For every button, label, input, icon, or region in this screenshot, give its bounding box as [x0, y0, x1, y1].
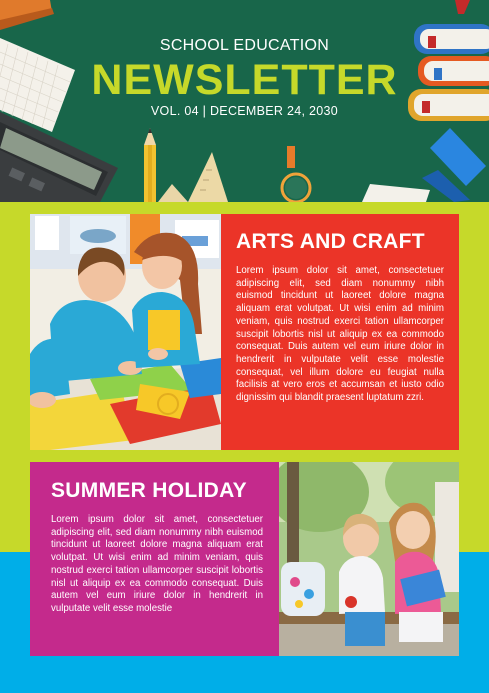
calculator-icon — [0, 112, 118, 202]
newsletter-title: NEWSLETTER — [91, 56, 398, 104]
newsletter-kicker: SCHOOL EDUCATION — [159, 37, 330, 54]
summer-photo — [279, 462, 459, 656]
pencil-icon — [144, 128, 156, 202]
book-corner-icon — [0, 0, 54, 30]
marker-icon — [422, 128, 486, 202]
summer-article-body: Lorem ipsum dolor sit amet, consectetuer adipiscing elit, sed diam nonummy nibh euismod tincidunt ut laoreet dolore magna aliquam erat volutpat. Ut wisi enim ad minim veniam, quis nostrud exerci tation ullamcorper suscipit lobortis nisl ut aliquip ex ea commodo consequat. Duis autem vel eum iriure dolor in hendrerit in vulputate velit esse molestie — [51, 514, 263, 614]
newsletter-header — [0, 0, 489, 202]
magnifier-icon — [282, 146, 310, 202]
ruler-icon — [158, 152, 228, 202]
summer-article-title: SUMMER HOLIDAY — [51, 479, 247, 502]
paper-icon — [362, 184, 430, 202]
arts-article — [221, 214, 459, 450]
arts-article-body: Lorem ipsum dolor sit amet, consectetuer adipiscing elit, sed diam nonummy nibh euismod tincidunt ut laoreet dolore magna aliquam erat volutpat. Ut wisi enim ad minim veniam, quis nostrud exerci tation ullamcorper suscipit lobortis nisl ut aliquip ex ea commodo consequat. Duis autem vel eum iriure dolor in hendrerit in vulputate velit esse molestie consequat, vel illum dolore eu feugiat nulla facilisis at vero eros et accumsan et iusto odio dignissim qui blandit praesent luptatum zzri. — [236, 265, 444, 404]
summer-article — [30, 462, 279, 656]
arts-article-title: ARTS AND CRAFT — [236, 230, 425, 253]
arts-photo — [30, 214, 221, 450]
issue-info: VOL. 04 | DECEMBER 24, 2030 — [150, 104, 339, 118]
